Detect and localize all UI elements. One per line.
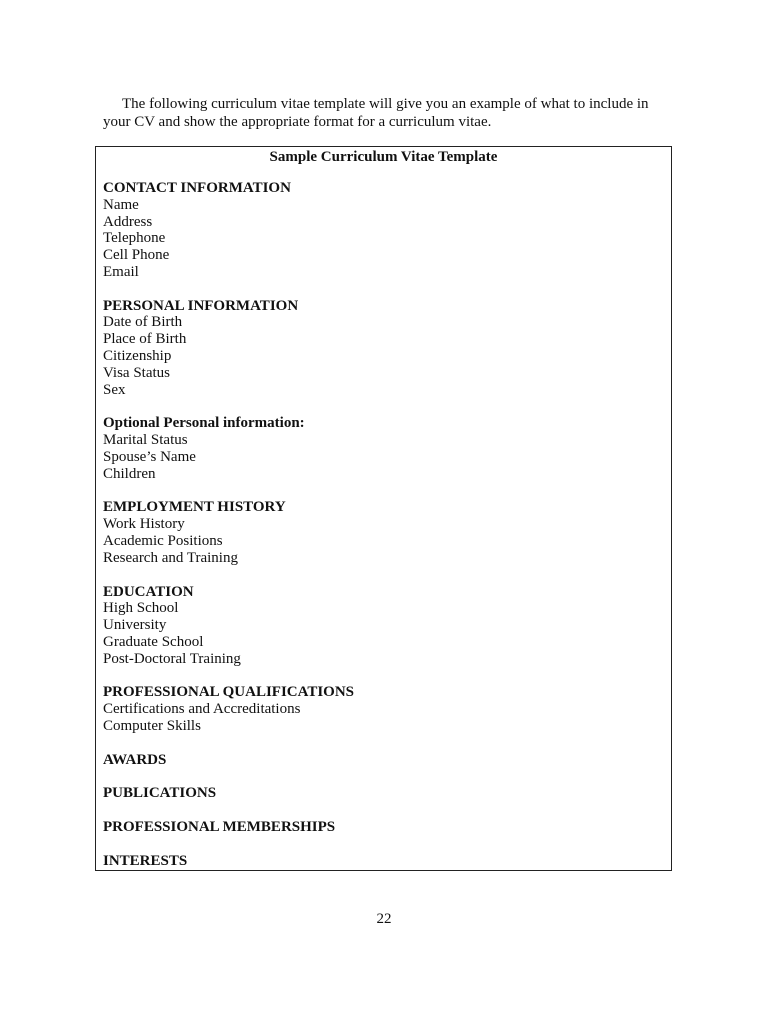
section-item: Email — [103, 263, 139, 280]
section-heading: PERSONAL INFORMATION — [103, 297, 299, 314]
section-optional-personal-information — [103, 415, 663, 482]
section-item: Address — [103, 213, 153, 230]
section-item: Citizenship — [103, 348, 172, 365]
section-item: Certifications and Accreditations — [103, 701, 301, 718]
section-contact-information — [103, 180, 663, 281]
section-item: Date of Birth — [103, 314, 183, 331]
section-interests — [103, 853, 663, 870]
section-item: High School — [103, 600, 179, 617]
section-item: Visa Status — [103, 364, 171, 381]
section-heading: PUBLICATIONS — [103, 785, 217, 802]
section-awards — [103, 752, 663, 769]
section-professional-memberships — [103, 819, 663, 836]
section-employment-history — [103, 499, 663, 566]
section-item: Post-Doctoral Training — [103, 650, 241, 667]
section-item: Place of Birth — [103, 331, 187, 348]
cv-sections — [103, 180, 663, 886]
section-heading: INTERESTS — [103, 852, 188, 869]
section-item: Name — [103, 196, 139, 213]
section-item: Sex — [103, 381, 126, 398]
section-item: Spouse’s Name — [103, 448, 196, 465]
section-item: Telephone — [103, 230, 166, 247]
section-heading: AWARDS — [103, 751, 167, 768]
section-item: Marital Status — [103, 432, 188, 449]
section-item: Academic Positions — [103, 533, 223, 550]
section-heading: PROFESSIONAL QUALIFICATIONS — [103, 684, 355, 701]
intro-line-2: your CV and show the appropriate format for a curriculum vitae. — [103, 114, 492, 130]
section-item: University — [103, 617, 167, 634]
cv-template-box — [95, 146, 672, 871]
section-personal-information — [103, 298, 663, 399]
section-item: Research and Training — [103, 549, 238, 566]
section-heading: EDUCATION — [103, 583, 194, 600]
section-item: Work History — [103, 516, 185, 533]
section-heading: EMPLOYMENT HISTORY — [103, 499, 286, 516]
section-professional-qualifications — [103, 684, 663, 734]
section-item: Graduate School — [103, 633, 204, 650]
intro-paragraph — [103, 95, 673, 131]
section-publications — [103, 785, 663, 802]
section-heading: PROFESSIONAL MEMBERSHIPS — [103, 819, 336, 836]
section-item: Children — [103, 465, 156, 482]
section-item: Computer Skills — [103, 717, 201, 734]
page-number: 22 — [376, 911, 392, 927]
section-item: Cell Phone — [103, 247, 170, 264]
section-heading: Optional Personal information: — [103, 415, 305, 432]
section-heading: CONTACT INFORMATION — [103, 180, 291, 196]
intro-line-1: The following curriculum vitae template will give you an example of what to include in — [122, 96, 649, 112]
section-education — [103, 584, 663, 668]
cv-template-title: Sample Curriculum Vitae Template — [269, 149, 498, 165]
